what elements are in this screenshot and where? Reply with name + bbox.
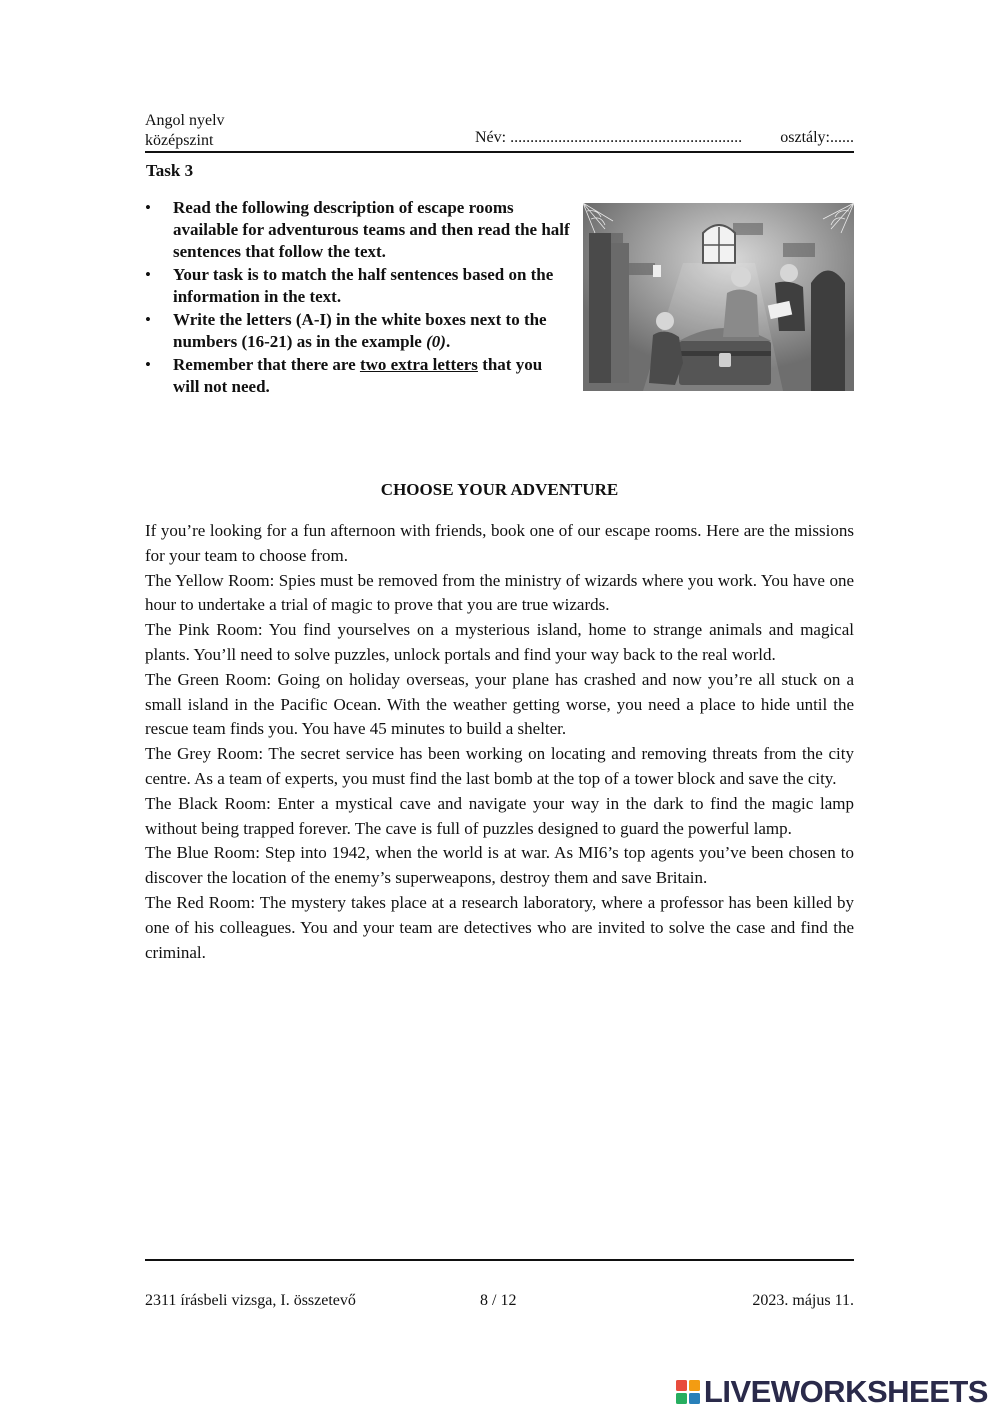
name-field: Név: ..........................................................	[475, 129, 743, 146]
article-paragraph: The Green Room: Going on holiday overseas, your plane has crashed and now you’re all stuck on a small island in the Pacific Ocean. With the weather getting worse, you need a place to hide until the rescue team finds you. You have 45 minutes to build a shelter.	[145, 669, 854, 739]
instruction-item: • Remember that there are two extra letters that you will not need.	[145, 354, 570, 398]
liveworksheets-logo-icon	[676, 1380, 700, 1404]
escape-room-illustration	[583, 203, 854, 391]
page-number: 8 / 12	[480, 1292, 517, 1309]
subject-level: középszint	[145, 132, 214, 149]
brand-name: LIVEWORKSHEETS	[703, 1374, 988, 1409]
instruction-item: • Your task is to match the half sentences based on the information in the text.	[145, 264, 570, 308]
article-title: CHOOSE YOUR ADVENTURE	[380, 480, 619, 499]
article-body	[145, 519, 854, 965]
article-paragraph: The Pink Room: You find yourselves on a mysterious island, home to strange animals and magical plants. You’ll need to solve puzzles, unlock portals and find your way back to the real world.	[145, 620, 854, 664]
article-paragraph: The Black Room: Enter a mystical cave and navigate your way in the dark to find the magic lamp without being trapped forever. The cave is full of puzzles designed to guard the powerful lamp.	[145, 793, 854, 838]
footer-divider	[145, 1259, 854, 1261]
instruction-list	[145, 197, 570, 399]
task-title: Task 3	[146, 161, 194, 180]
article-paragraph: The Red Room: The mystery takes place at a research laboratory, where a professor has been killed by one of his colleagues. You and your team are detectives who are invited to solve the case and find the criminal.	[145, 892, 854, 962]
exam-date: 2023. május 11.	[752, 1292, 854, 1309]
article-paragraph: If you’re looking for a fun afternoon with friends, book one of our escape rooms. Here are the missions for your team to choose from.	[145, 521, 854, 565]
article-paragraph: The Blue Room: Step into 1942, when the world is at war. As MI6’s top agents you’ve been chosen to discover the location of the enemy’s superweapons, destroy them and save Britain.	[145, 843, 854, 888]
header-fields	[475, 129, 854, 147]
header-divider	[145, 151, 854, 153]
header-subject	[145, 111, 225, 151]
liveworksheets-logo[interactable]	[676, 1374, 988, 1410]
class-field: osztály:......	[780, 129, 854, 146]
instruction-item: • Write the letters (A-I) in the white boxes next to the numbers (16-21) as in the example (0).	[145, 309, 570, 353]
article-paragraph: The Grey Room: The secret service has been working on locating and removing threats from the city centre. As a team of experts, you must find the last bomb at the top of a tower block and save the city.	[145, 744, 854, 788]
instruction-item: • Read the following description of escape rooms available for adventurous teams and then read the half sentences that follow the text.	[145, 197, 570, 263]
exam-code: 2311 írásbeli vizsga, I. összetevő	[145, 1292, 356, 1309]
article-paragraph: The Yellow Room: Spies must be removed from the ministry of wizards where you work. You have one hour to undertake a trial of magic to prove that you are true wizards.	[145, 570, 854, 615]
subject-name: Angol nyelv	[145, 112, 225, 129]
